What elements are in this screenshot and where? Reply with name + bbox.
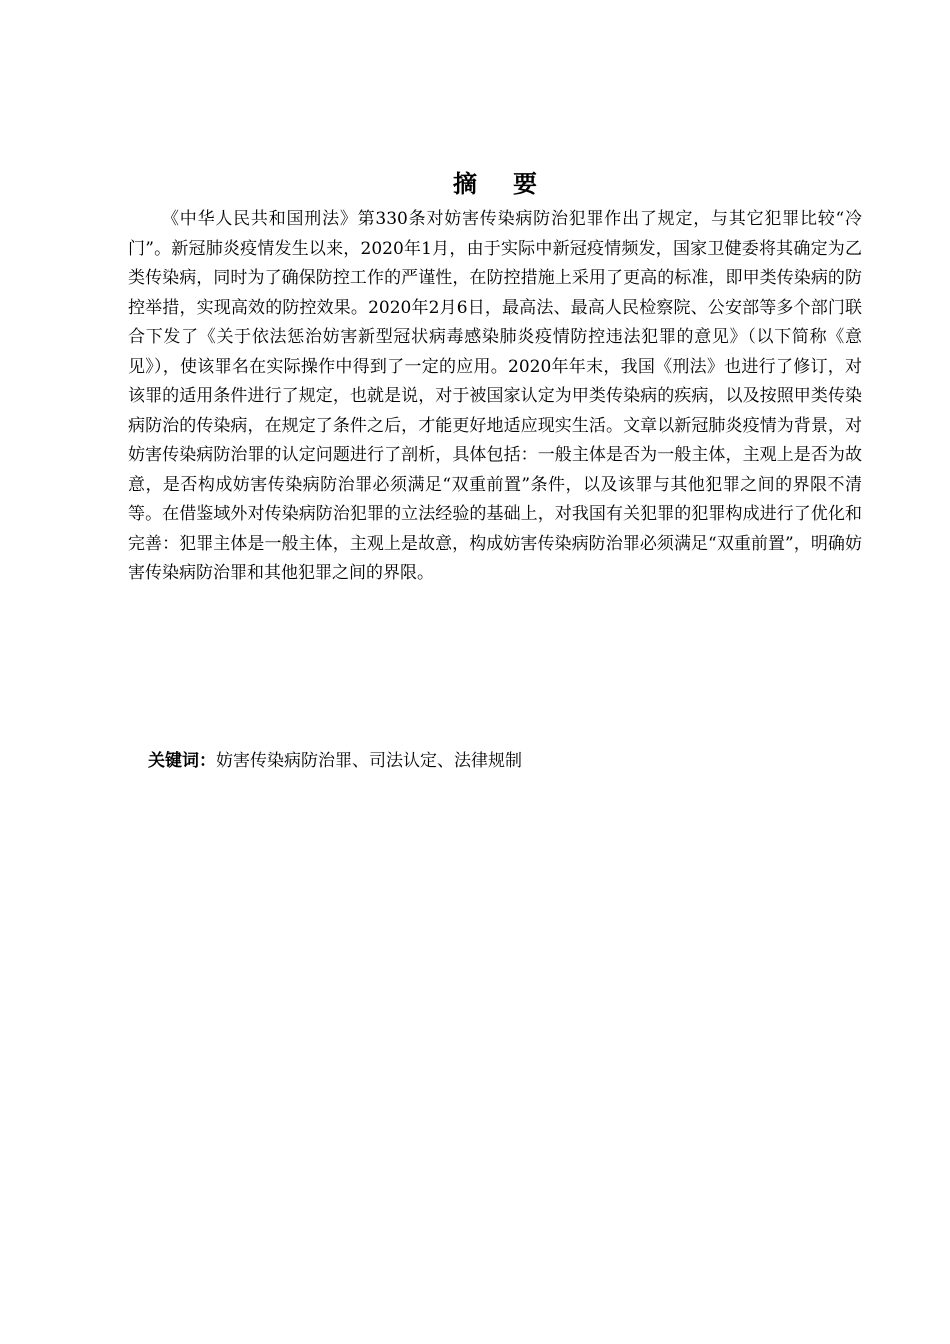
- keywords-label: 关键词：: [148, 751, 216, 771]
- abstract-title-char-2: 要: [513, 170, 537, 199]
- abstract-title-char-1: 摘: [453, 170, 477, 199]
- keywords-text: 妨害传染病防治罪、司法认定、法律规制: [216, 751, 522, 771]
- abstract-title: [0, 166, 950, 202]
- keywords-line: [148, 747, 848, 776]
- abstract-paragraph: 《中华人民共和国刑法》第330条对妨害传染病防治犯罪作出了规定，与其它犯罪比较“冷门”。新冠肺炎疫情发生以来，2020年1月，由于实际中新冠疫情频发，国家卫健委将其确定为乙类传染病，同时为了确保防控工作的严谨性，在防控措施上采用了更高的标准，即甲类传染病的防控举措，实现高效的防控效果。2020年2月6日，最高法、最高人民检察院、公安部等多个部门联合下发了《关于依法惩治妨害新型冠状病毒感染肺炎疫情防控违法犯罪的意见》（以下简称《意见》），使该罪名在实际操作中得到了一定的应用。2020年年末，我国《刑法》也进行了修订，对该罪的适用条件进行了规定，也就是说，对于被国家认定为甲类传染病的疾病，以及按照甲类传染病防治的传染病，在规定了条件之后，才能更好地适应现实生活。文章以新冠肺炎疫情为背景，对妨害传染病防治罪的认定问题进行了剖析，具体包括：一般主体是否为一般主体，主观上是否为故意，是否构成妨害传染病防治罪必须满足“双重前置”条件，以及该罪与其他犯罪之间的界限不清等。在借鉴域外对传染病防治犯罪的立法经验的基础上，对我国有关犯罪的犯罪构成进行了优化和完善：犯罪主体是一般主体，主观上是故意，构成妨害传染病防治罪必须满足“双重前置”，明确妨害传染病防治罪和其他犯罪之间的界限。: [128, 209, 862, 583]
